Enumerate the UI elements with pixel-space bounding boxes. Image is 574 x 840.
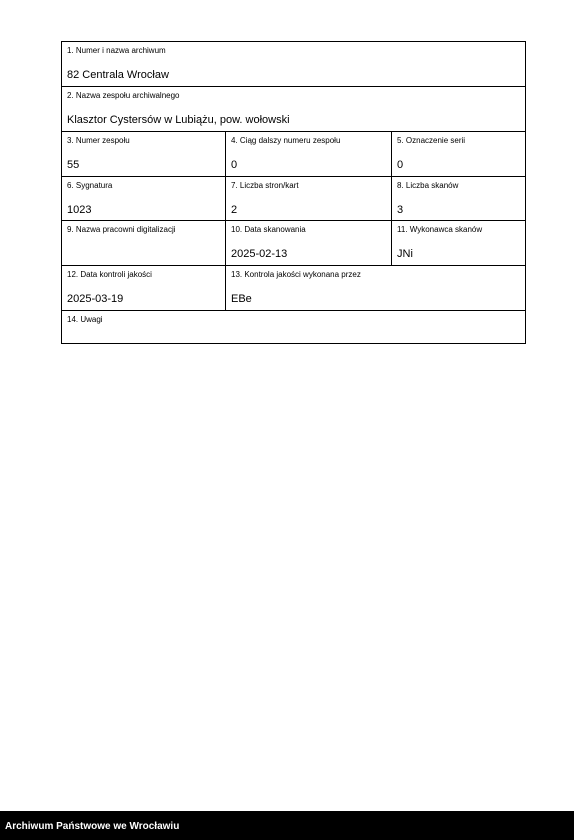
form-row-numbers xyxy=(62,132,525,177)
collection-continuation-cell xyxy=(226,132,392,176)
collection-continuation-value: 0 xyxy=(231,159,238,171)
metadata-form xyxy=(61,41,526,344)
scanned-by-cell xyxy=(392,221,525,265)
scanned-by-value: JNi xyxy=(397,248,413,260)
collection-number-label: 3. Numer zespołu xyxy=(67,136,130,145)
qc-date-label: 12. Data kontroli jakości xyxy=(67,270,152,279)
scan-date-value: 2025-02-13 xyxy=(231,248,288,260)
form-row-quality xyxy=(62,266,525,311)
signature-label: 6. Sygnatura xyxy=(67,181,113,190)
scans-count-cell xyxy=(392,177,525,220)
signature-cell xyxy=(62,177,226,220)
scans-count-label: 8. Liczba skanów xyxy=(397,181,459,190)
form-row-archive xyxy=(62,42,525,87)
footer-bar xyxy=(0,811,574,840)
scan-date-label: 10. Data skanowania xyxy=(231,225,306,234)
pages-count-value: 2 xyxy=(231,204,238,216)
collection-number-value: 55 xyxy=(67,159,80,171)
collection-number-cell xyxy=(62,132,226,176)
archive-cell xyxy=(62,42,525,86)
series-designation-value: 0 xyxy=(397,159,404,171)
series-designation-label: 5. Oznaczenie serii xyxy=(397,136,466,145)
scanned-by-label: 11. Wykonawca skanów xyxy=(397,225,483,234)
collection-continuation-label: 4. Ciąg dalszy numeru zespołu xyxy=(231,136,341,145)
form-row-scanning xyxy=(62,221,525,266)
digitization-lab-label: 9. Nazwa pracowni digitalizacji xyxy=(67,225,176,234)
pages-count-cell xyxy=(226,177,392,220)
signature-value: 1023 xyxy=(67,204,92,216)
footer-institution-name: Archiwum Państwowe we Wrocławiu xyxy=(5,821,180,832)
qc-date-value: 2025-03-19 xyxy=(67,293,124,305)
scans-count-value: 3 xyxy=(397,204,404,216)
qc-by-label: 13. Kontrola jakości wykonana przez xyxy=(231,270,361,279)
qc-date-cell xyxy=(62,266,226,310)
series-designation-cell xyxy=(392,132,525,176)
archive-label: 1. Numer i nazwa archiwum xyxy=(67,46,166,55)
scan-date-cell xyxy=(226,221,392,265)
collection-name-cell xyxy=(62,87,525,131)
remarks-cell xyxy=(62,311,525,343)
form-row-counts xyxy=(62,177,525,221)
qc-by-value: EBe xyxy=(231,293,252,305)
digitization-lab-cell xyxy=(62,221,226,265)
remarks-label: 14. Uwagi xyxy=(67,315,103,324)
form-row-remarks xyxy=(62,311,525,343)
collection-name-value: Klasztor Cystersów w Lubiążu, pow. wołowski xyxy=(67,114,290,126)
qc-by-cell xyxy=(226,266,525,310)
pages-count-label: 7. Liczba stron/kart xyxy=(231,181,299,190)
collection-name-label: 2. Nazwa zespołu archiwalnego xyxy=(67,91,180,100)
archive-value: 82 Centrala Wrocław xyxy=(67,69,169,81)
form-row-collection-name xyxy=(62,87,525,132)
